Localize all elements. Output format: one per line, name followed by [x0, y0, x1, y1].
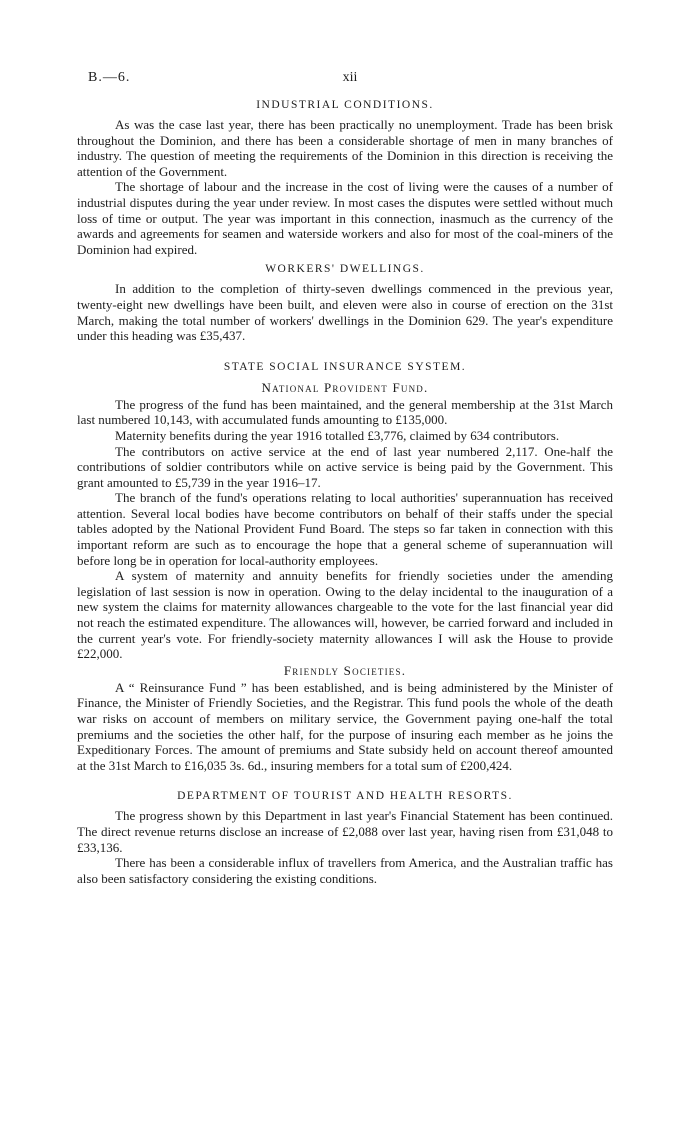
section-industrial-conditions — [77, 96, 613, 257]
paragraph: As was the case last year, there has been practically no unemployment. Trade has been brisk throughout the Dominion, and there has been a considerable shortage of men in many branches of industry. The question of meeting the requirements of the Dominion in this direction is receiving the attention of the Government. — [77, 117, 613, 179]
paragraph: The progress of the fund has been maintained, and the general membership at the 31st March last numbered 10,143, with accumulated funds amounting to £135,000. — [77, 396, 613, 428]
paragraph: The shortage of labour and the increase in the cost of living were the causes of a number of industrial disputes during the year under review. In most cases the disputes were settled without much loss of time or output. The year was important in this connection, inasmuch as the currency of the awards and agreements for seamen and waterside workers and also for most of the coal-miners of the Dominion had expired. — [77, 179, 613, 257]
section-tourist-health-resorts — [77, 787, 613, 886]
subsection-heading: National Provident Fund. — [261, 379, 429, 395]
section-heading: DEPARTMENT OF TOURIST AND HEALTH RESORTS. — [177, 790, 513, 803]
section-heading: WORKERS' DWELLINGS. — [265, 263, 425, 276]
section-state-social-insurance — [77, 358, 613, 662]
paragraph: In addition to the completion of thirty-seven dwellings commenced in the previous year, twenty-eight new dwellings have been built, and eleven were also in course of erection on the 31st March, making the total number of workers' dwellings in the Dominion 629. The year's expenditure under this heading was £35,437. — [77, 281, 613, 344]
section-friendly-societies — [77, 662, 613, 774]
section-workers-dwellings — [77, 260, 613, 343]
paragraph: Maternity benefits during the year 1916 totalled £3,776, claimed by 634 contributors. — [115, 427, 560, 443]
page-reference: B.—6. — [88, 70, 131, 85]
paragraph: The branch of the fund's operations relating to local authorities' superannuation has received attention. Several local bodies have become contributors on behalf of their staffs under the special tables adopted by the National Provident Fund Board. The steps so far taken in connection with this important reform are such as to encourage the hope that a general scheme of superannuation will before long be in operation for local-authority employees. — [77, 490, 613, 568]
paragraph: The contributors on active service at the end of last year numbered 2,117. One-half the contributions of soldier contributors while on active service is being paid by the Government. This grant amounted to £5,739 in the year 1916–17. — [77, 443, 613, 490]
document-body — [77, 96, 613, 886]
section-heading: INDUSTRIAL CONDITIONS. — [256, 99, 434, 111]
page-number: xii — [342, 70, 358, 85]
section-heading: STATE SOCIAL INSURANCE SYSTEM. — [223, 360, 467, 373]
paragraph: A system of maternity and annuity benefits for friendly societies under the amending legislation of last session is now in operation. Owing to the delay incidental to the inauguration of a new system the claims for maternity allowances chargeable to the vote for the last financial year did not reach the estimated expenditure. The allowances will, however, be carried forward and included in the current year's vote. For friendly-society maternity allowances I will ask the House to provide £22,000. — [77, 568, 613, 662]
paragraph: The progress shown by this Department in last year's Financial Statement has been continued. The direct revenue returns disclose an increase of £2,088 over last year, having risen from £31,048 to £33,136. — [77, 808, 613, 855]
paragraph: There has been a considerable influx of travellers from America, and the Australian traffic has also been satisfactory considering the existing conditions. — [77, 855, 613, 886]
subsection-heading: Friendly Societies. — [283, 662, 407, 678]
paragraph: A “ Reinsurance Fund ” has been established, and is being administered by the Minister of Finance, the Minister of Friendly Societies, and the Registrar. This fund pools the whole of the death war risks on account of members on military service, the Government paying one-half the total premiums and the societies the other half, for the purpose of insuring each member as he joins the Expeditionary Forces. The amount of premiums and State subsidy held on account thereof amounted at the 31st March to £16,035 3s. 6d., insuring members for a total sum of £200,424. — [77, 679, 613, 773]
